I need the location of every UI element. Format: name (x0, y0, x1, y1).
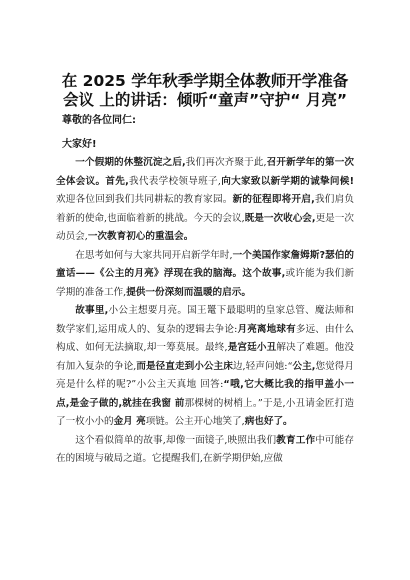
text-run: 我代表学校领导班子, (128, 175, 221, 187)
text-run: 边,轻声问她:“ (232, 360, 293, 372)
text-run: 我们再次齐聚于此, (185, 157, 267, 168)
text-run: 更是一次动员会, (56, 212, 354, 242)
text-run: 这个看似简单的故事,却像一面镜子,映照出我们 (75, 434, 277, 446)
text-run: 小公主想要月亮。国王鼍下最聪明的皇家总管、魔法师和数学家们,运用成人的、复杂的逻辑去争论: (56, 305, 355, 335)
bold-run: 召开新学年的第一次全体会议。首先, (56, 157, 354, 187)
text-run: 中可能存在的困境与破局之道。它提醒我们,在新学期伊始,应做 (56, 434, 354, 464)
bold-run: 公主, (292, 360, 316, 372)
bold-run: 故事里, (75, 305, 109, 316)
bold-run: 一个假期的休整沉淀之后, (75, 157, 186, 168)
body-paragraph (56, 247, 354, 303)
body-paragraph (56, 432, 354, 469)
bold-run: 金月 亮 (113, 416, 146, 427)
bold-run: 向大家致以新学期的诚挚问候! (220, 175, 354, 187)
text-run: 解决了难题。他没有加入复杂的争论, (56, 342, 354, 372)
body-paragraph (56, 154, 354, 247)
text-run: 那棵树的树梢上。”于是,小丑请金匠打造了一枚小小的 (56, 397, 354, 427)
body-paragraph (56, 302, 354, 432)
bold-run: 既是一次收心会, (244, 212, 316, 224)
salutation: 尊敬的各位同仁: (62, 115, 136, 126)
bold-run: 教育工作 (276, 434, 316, 446)
text-run: 我们肩负着新的使命,也面临着新的挑战。今天的会议, (56, 194, 354, 224)
text-run: 您觉得月亮是什么样的呢?”小公主天真地 回答: (56, 360, 355, 390)
speech-title: 在 2025 学年秋季学期全体教师开学准备会议 上的讲话：倾听“童声”守护“ 月亮” (61, 72, 349, 109)
bold-run: 新的征程即将开启, (232, 194, 315, 205)
text-run: 多远、由什么构成、如何无法摘取,却一筹莫展。最终, (56, 323, 355, 353)
text-run: 在思考如何与大家共同开启新学年时, (75, 249, 233, 261)
bold-run: 提供一份深刻而温暖的启示。 (126, 286, 251, 298)
bold-run: 一次教育初心的重温会。 (87, 231, 194, 242)
bold-run: 病也好了。 (244, 416, 293, 427)
bold-run: “哦,它大概比我的指甲盖小一点,是金子做的,就挂在我窗 前 (56, 379, 354, 409)
bold-run: 月亮离地球有 (237, 323, 296, 335)
bold-run: 而是径直走到小公主床 (136, 360, 233, 372)
greeting: 大家好! (62, 139, 97, 150)
speech-body (56, 154, 354, 469)
text-run: 或许能为我们新学期的准备工作, (56, 268, 354, 298)
bold-run: 一个美国作家詹姆斯?瑟伯的童话——《公主的月亮》浮现在我的脑海。这个故事, (56, 249, 354, 279)
text-run: 欢迎各位回到我们共同耕耘的教育家园。 (56, 194, 233, 205)
text-run: 项链。公主开心地笑了, (145, 416, 245, 427)
bold-run: 是宫廷小丑 (227, 342, 277, 353)
